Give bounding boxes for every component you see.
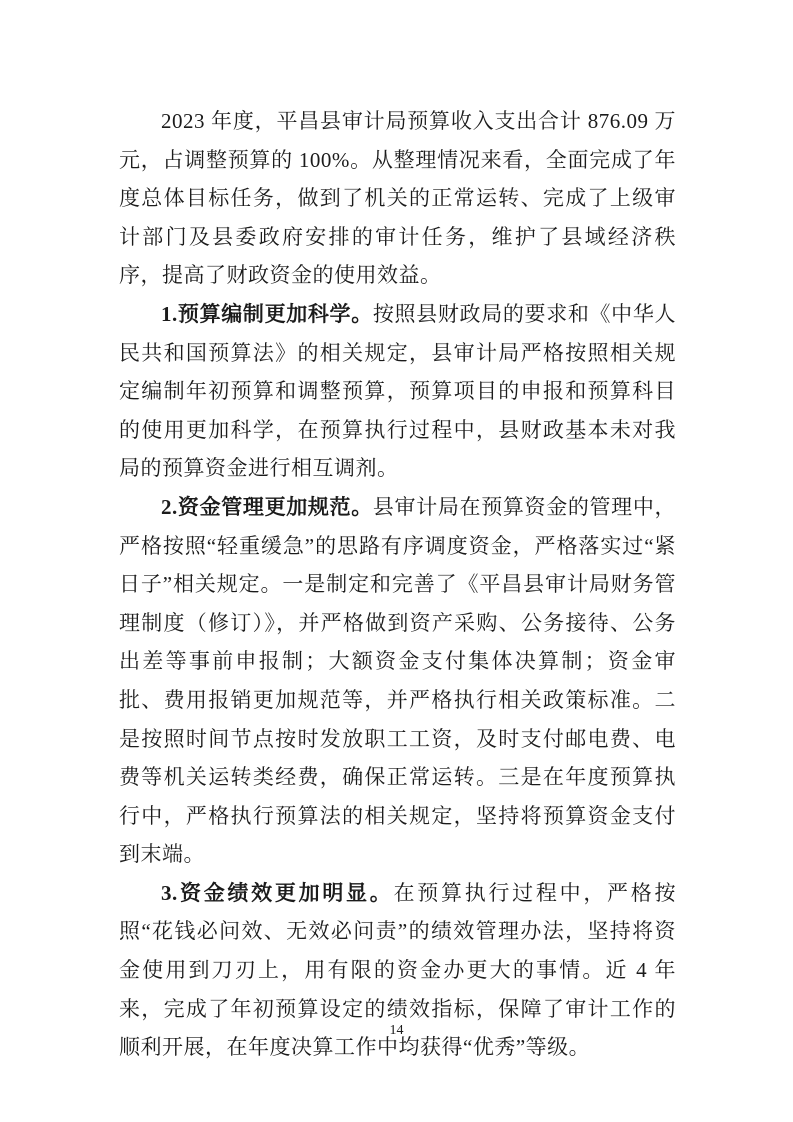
paragraph-budget-preparation xyxy=(119,295,676,488)
paragraph-lead: 1.预算编制更加科学。 xyxy=(161,301,373,326)
paragraph-lead: 2.资金管理更加规范。 xyxy=(161,494,373,519)
document-body xyxy=(119,102,676,1067)
paragraph-text: 在预算执行过程中，严格按照“花钱必问效、无效必问责”的绩效管理办法，坚持将资金使用到刀刃上，用有限的资金办更大的事情。近 4 年来，完成了年初预算设定的绩效指标，保障了审计工作的顺利开展，在年度决算工作中均获得“优秀”等级。 xyxy=(119,880,677,1060)
paragraph-text: 按照县财政局的要求和《中华人民共和国预算法》的相关规定，县审计局严格按照相关规定编制年初预算和调整预算，预算项目的申报和预算科目的使用更加科学，在预算执行过程中，县财政基本未对我局的预算资金进行相互调剂。 xyxy=(119,301,677,481)
paragraph-text: 县审计局在预算资金的管理中，严格按照“轻重缓急”的思路有序调度资金，严格落实过“紧日子”相关规定。一是制定和完善了《平昌县审计局财务管理制度（修订）》，并严格做到资产采购、公务接待、公务出差等事前申报制；大额资金支付集体决算制；资金审批、费用报销更加规范等，并严格执行相关政策标准。二是按照时间节点按时发放职工工资，及时支付邮电费、电费等机关运转类经费，确保正常运转。三是在年度预算执行中，严格执行预算法的相关规定，坚持将预算资金支付到末端。 xyxy=(119,494,677,867)
page-number: 14 xyxy=(389,1023,404,1038)
paragraph-lead: 3.资金绩效更加明显。 xyxy=(161,880,394,905)
paragraph-overview xyxy=(119,102,676,295)
paragraph-fund-management xyxy=(119,488,676,874)
paragraph-text: 2023 年度，平昌县审计局预算收入支出合计 876.09 万元，占调整预算的 100%。从整理情况来看，全面完成了年度总体目标任务，做到了机关的正常运转、完成了上级审计部门及县委政府安排的审计任务，维护了县域经济秩序，提高了财政资金的使用效益。 xyxy=(119,109,676,288)
